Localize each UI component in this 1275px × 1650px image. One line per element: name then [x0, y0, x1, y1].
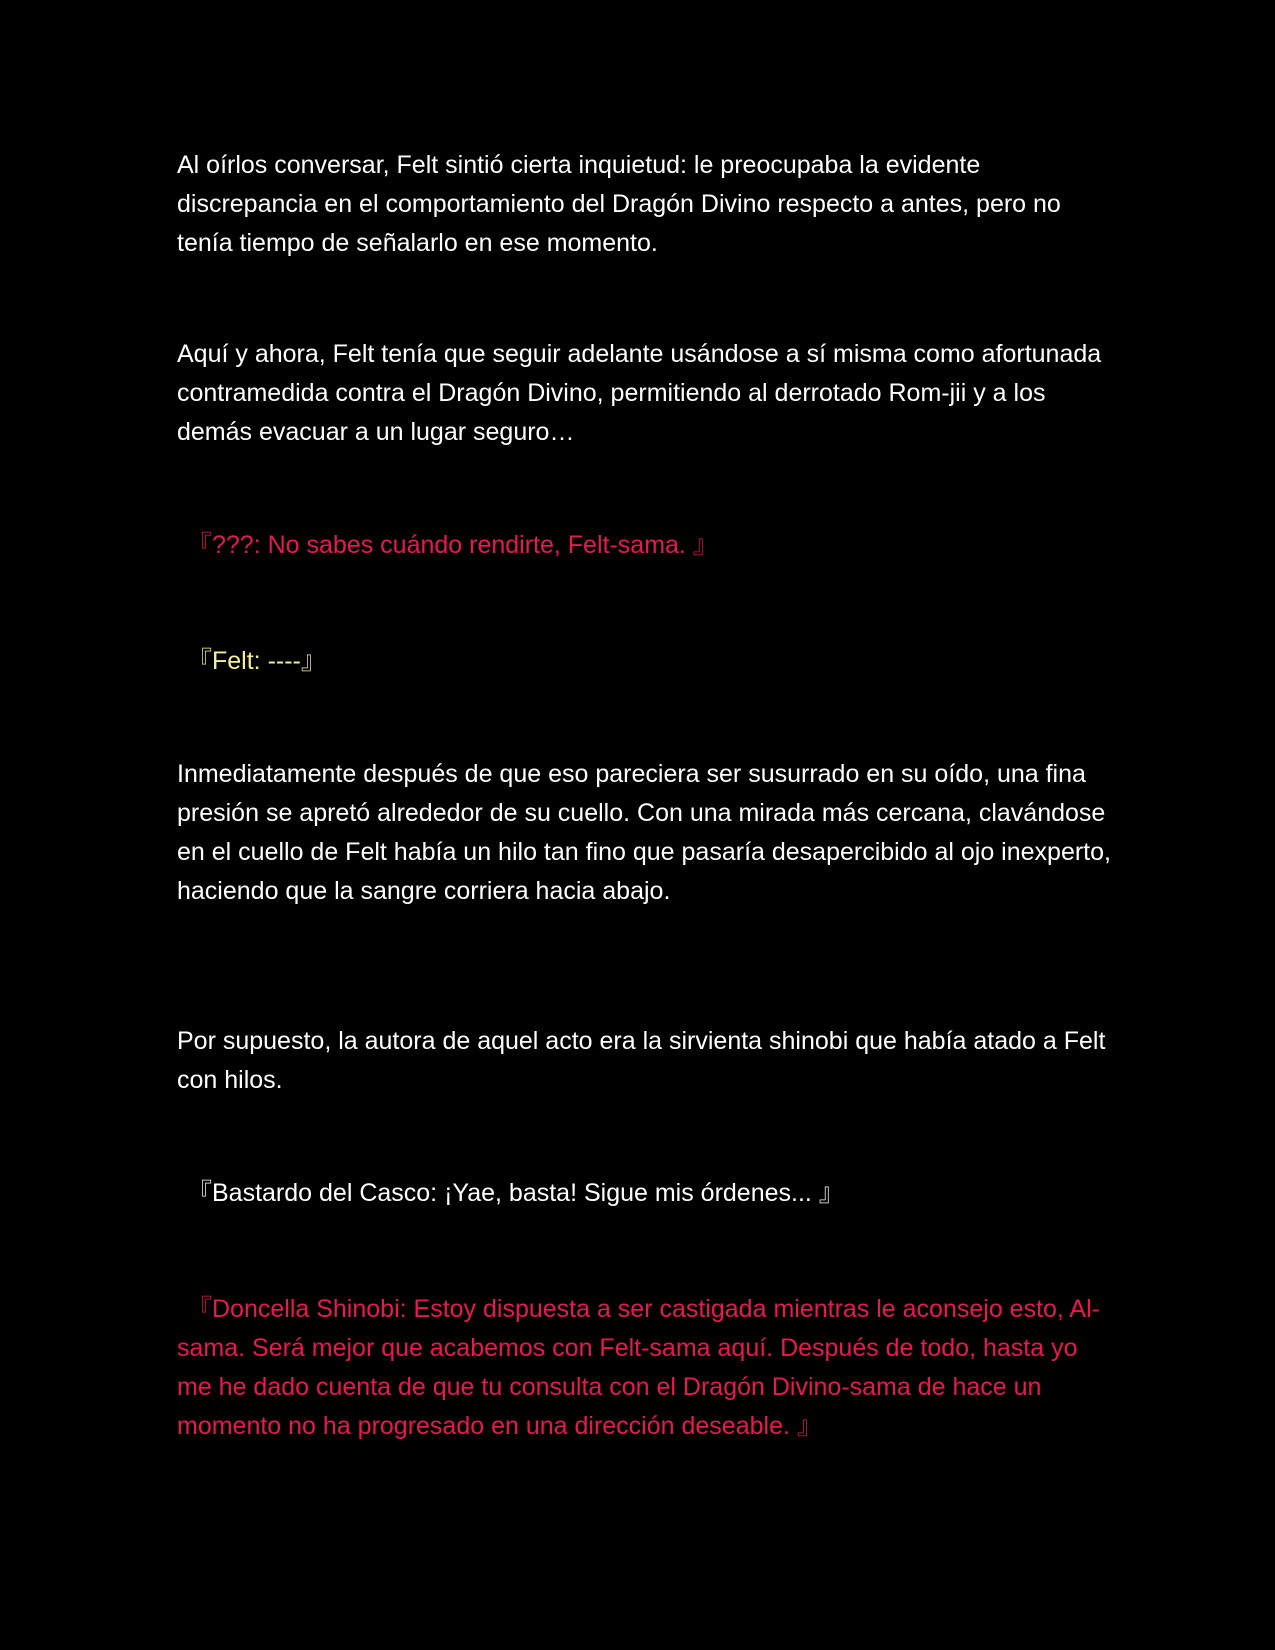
- narration-paragraph: Por supuesto, la autora de aquel acto era la sirvienta shinobi que había atado a Felt con hilos.: [177, 1027, 1106, 1094]
- narration-paragraph: Al oírlos conversar, Felt sintió cierta inquietud: le preocupaba la evidente discrepancia en el comportamiento del Dragón Divino respecto a antes, pero no tenía tiempo de señalarlo en ese momento.: [177, 151, 1061, 257]
- narration-paragraph: Aquí y ahora, Felt tenía que seguir adelante usándose a sí misma como afortunada contramedida contra el Dragón Divino, permitiendo al derrotado Rom-jii y a los demás evacuar a un lugar seguro…: [177, 340, 1102, 446]
- narration-paragraph: Inmediatamente después de que eso pareciera ser susurrado en su oído, una fina presión se apretó alrededor de su cuello. Con una mirada más cercana, clavándose en el cuello de Felt había un hilo tan fino que pasaría desapercibido al ojo inexperto, haciendo que la sangre corriera hacia abajo.: [177, 760, 1111, 905]
- dialogue-line-felt: 『Felt: ----』: [187, 647, 326, 675]
- dialogue-line-helmet-bastard: 『Bastardo del Casco: ¡Yae, basta! Sigue mis órdenes... 』: [187, 1179, 844, 1207]
- dialogue-line-unknown: 『???: No sabes cuándo rendirte, Felt-sama. 』: [187, 531, 718, 559]
- dialogue-line-shinobi-maiden: 『Doncella Shinobi: Estoy dispuesta a ser castigada mientras le aconsejo esto, Al-sama. Será mejor que acabemos con Felt-sama aquí. Después de todo, hasta yo me he dado cuenta de que tu consulta con el Dragón Divino-sama de hace un momento no ha progresado en una dirección deseable. 』: [177, 1295, 1100, 1440]
